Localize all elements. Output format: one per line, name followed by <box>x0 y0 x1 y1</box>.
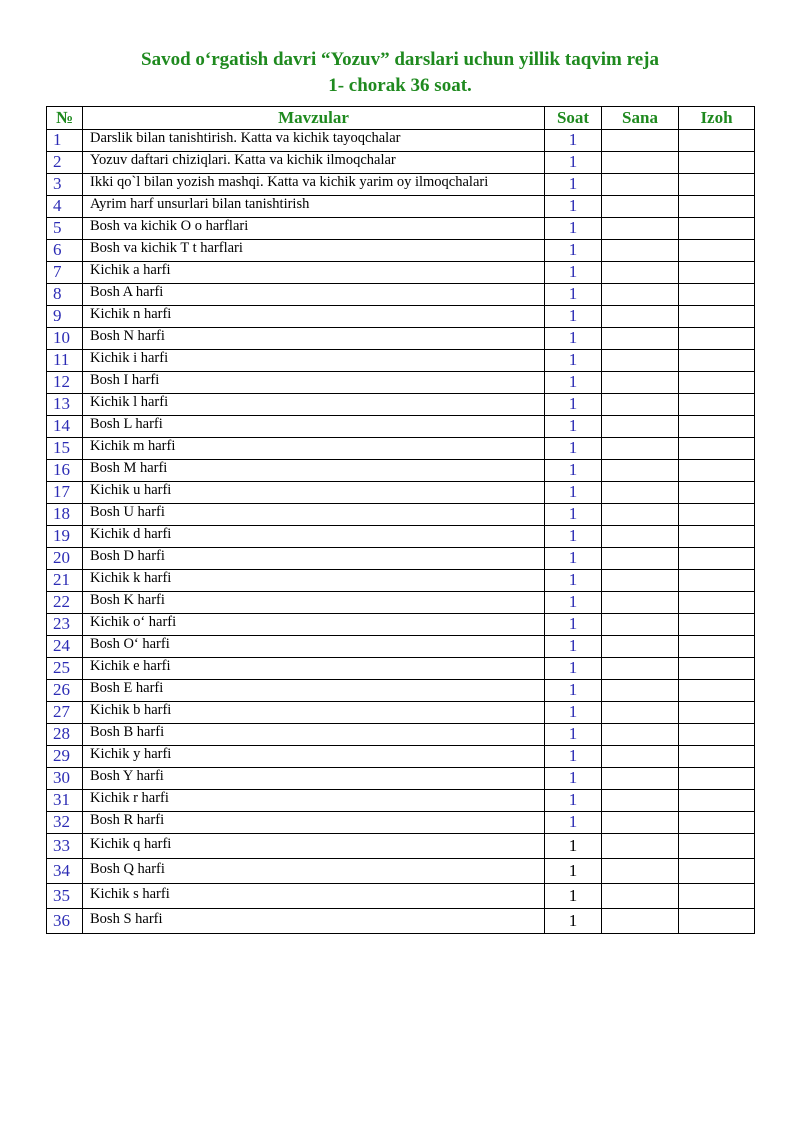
row-number: 14 <box>47 416 83 438</box>
row-topic: Ikki qo`l bilan yozish mashqi. Katta va kichik yarim oy ilmoqchalari <box>83 174 545 196</box>
row-date-cell <box>602 152 679 174</box>
row-topic: Bosh O‘ harfi <box>83 636 545 658</box>
table-row <box>47 526 755 548</box>
row-note-cell <box>679 909 755 934</box>
row-topic: Yozuv daftari chiziqlari. Katta va kichik ilmoqchalar <box>83 152 545 174</box>
row-note-cell <box>679 438 755 460</box>
row-number: 22 <box>47 592 83 614</box>
row-hours: 1 <box>545 196 602 218</box>
row-hours: 1 <box>545 416 602 438</box>
row-date-cell <box>602 790 679 812</box>
row-note-cell <box>679 240 755 262</box>
row-date-cell <box>602 504 679 526</box>
table-row <box>47 372 755 394</box>
row-note-cell <box>679 702 755 724</box>
row-number: 9 <box>47 306 83 328</box>
row-topic: Kichik b harfi <box>83 702 545 724</box>
row-number: 35 <box>47 884 83 909</box>
table-row <box>47 812 755 834</box>
table-row <box>47 460 755 482</box>
row-note-cell <box>679 328 755 350</box>
row-topic: Kichik a harfi <box>83 262 545 284</box>
row-topic: Kichik n harfi <box>83 306 545 328</box>
row-number: 24 <box>47 636 83 658</box>
row-topic: Kichik r harfi <box>83 790 545 812</box>
row-date-cell <box>602 372 679 394</box>
table-body <box>47 130 755 934</box>
row-note-cell <box>679 306 755 328</box>
row-date-cell <box>602 438 679 460</box>
row-number: 15 <box>47 438 83 460</box>
table-row <box>47 306 755 328</box>
row-number: 19 <box>47 526 83 548</box>
row-hours: 1 <box>545 504 602 526</box>
row-note-cell <box>679 526 755 548</box>
row-hours: 1 <box>545 394 602 416</box>
row-note-cell <box>679 262 755 284</box>
row-hours: 1 <box>545 884 602 909</box>
row-note-cell <box>679 746 755 768</box>
row-topic: Kichik l harfi <box>83 394 545 416</box>
row-date-cell <box>602 218 679 240</box>
row-date-cell <box>602 262 679 284</box>
row-hours: 1 <box>545 790 602 812</box>
row-hours: 1 <box>545 724 602 746</box>
table-row <box>47 592 755 614</box>
row-topic: Bosh I harfi <box>83 372 545 394</box>
table-row <box>47 834 755 859</box>
row-hours: 1 <box>545 328 602 350</box>
header-hours: Soat <box>545 107 602 130</box>
row-topic: Bosh va kichik O o harflari <box>83 218 545 240</box>
table-row <box>47 658 755 680</box>
row-hours: 1 <box>545 768 602 790</box>
row-number: 30 <box>47 768 83 790</box>
row-date-cell <box>602 834 679 859</box>
row-date-cell <box>602 284 679 306</box>
table-row <box>47 174 755 196</box>
table-row <box>47 262 755 284</box>
row-topic: Bosh D harfi <box>83 548 545 570</box>
row-number: 21 <box>47 570 83 592</box>
row-date-cell <box>602 482 679 504</box>
row-hours: 1 <box>545 680 602 702</box>
row-hours: 1 <box>545 658 602 680</box>
row-hours: 1 <box>545 746 602 768</box>
row-topic: Kichik m harfi <box>83 438 545 460</box>
row-date-cell <box>602 592 679 614</box>
row-date-cell <box>602 240 679 262</box>
row-hours: 1 <box>545 438 602 460</box>
row-date-cell <box>602 680 679 702</box>
row-topic: Kichik y harfi <box>83 746 545 768</box>
table-row <box>47 790 755 812</box>
table-row <box>47 394 755 416</box>
row-note-cell <box>679 768 755 790</box>
row-number: 20 <box>47 548 83 570</box>
row-number: 4 <box>47 196 83 218</box>
table-row <box>47 218 755 240</box>
row-topic: Kichik e harfi <box>83 658 545 680</box>
table-row <box>47 859 755 884</box>
table-header-row <box>47 107 755 130</box>
row-note-cell <box>679 416 755 438</box>
row-number: 10 <box>47 328 83 350</box>
table-row <box>47 284 755 306</box>
row-hours: 1 <box>545 812 602 834</box>
table-row <box>47 130 755 152</box>
row-number: 31 <box>47 790 83 812</box>
row-hours: 1 <box>545 460 602 482</box>
row-note-cell <box>679 614 755 636</box>
row-date-cell <box>602 306 679 328</box>
table-row <box>47 328 755 350</box>
row-note-cell <box>679 859 755 884</box>
row-hours: 1 <box>545 174 602 196</box>
row-hours: 1 <box>545 592 602 614</box>
row-note-cell <box>679 460 755 482</box>
row-note-cell <box>679 680 755 702</box>
row-number: 11 <box>47 350 83 372</box>
row-hours: 1 <box>545 284 602 306</box>
row-note-cell <box>679 130 755 152</box>
row-note-cell <box>679 636 755 658</box>
row-note-cell <box>679 884 755 909</box>
row-hours: 1 <box>545 350 602 372</box>
row-date-cell <box>602 909 679 934</box>
row-number: 32 <box>47 812 83 834</box>
row-number: 17 <box>47 482 83 504</box>
row-topic: Darslik bilan tanishtirish. Katta va kichik tayoqchalar <box>83 130 545 152</box>
row-topic: Bosh Y harfi <box>83 768 545 790</box>
row-number: 12 <box>47 372 83 394</box>
row-number: 25 <box>47 658 83 680</box>
row-hours: 1 <box>545 859 602 884</box>
row-number: 29 <box>47 746 83 768</box>
row-hours: 1 <box>545 218 602 240</box>
row-date-cell <box>602 196 679 218</box>
row-topic: Bosh S harfi <box>83 909 545 934</box>
row-note-cell <box>679 174 755 196</box>
row-note-cell <box>679 218 755 240</box>
row-number: 5 <box>47 218 83 240</box>
row-date-cell <box>602 526 679 548</box>
row-note-cell <box>679 394 755 416</box>
row-date-cell <box>602 724 679 746</box>
row-note-cell <box>679 592 755 614</box>
header-topics: Mavzular <box>83 107 545 130</box>
table-row <box>47 504 755 526</box>
table-row <box>47 768 755 790</box>
row-date-cell <box>602 394 679 416</box>
row-note-cell <box>679 570 755 592</box>
row-topic: Kichik q harfi <box>83 834 545 859</box>
row-number: 27 <box>47 702 83 724</box>
row-hours: 1 <box>545 306 602 328</box>
row-topic: Ayrim harf unsurlari bilan tanishtirish <box>83 196 545 218</box>
row-number: 34 <box>47 859 83 884</box>
row-number: 13 <box>47 394 83 416</box>
row-topic: Bosh A harfi <box>83 284 545 306</box>
document-title: Savod o‘rgatish davri “Yozuv” darslari uchun yillik taqvim reja <box>141 49 659 70</box>
row-hours: 1 <box>545 372 602 394</box>
table-row <box>47 548 755 570</box>
row-hours: 1 <box>545 548 602 570</box>
row-date-cell <box>602 636 679 658</box>
row-note-cell <box>679 350 755 372</box>
table-row <box>47 614 755 636</box>
table-row <box>47 570 755 592</box>
row-hours: 1 <box>545 482 602 504</box>
row-date-cell <box>602 350 679 372</box>
row-topic: Kichik k harfi <box>83 570 545 592</box>
table-row <box>47 152 755 174</box>
row-note-cell <box>679 482 755 504</box>
document-subtitle: 1- chorak 36 soat. <box>328 75 472 96</box>
header-date: Sana <box>602 107 679 130</box>
row-topic: Kichik o‘ harfi <box>83 614 545 636</box>
row-note-cell <box>679 834 755 859</box>
table-row <box>47 884 755 909</box>
row-topic: Kichik d harfi <box>83 526 545 548</box>
table-row <box>47 196 755 218</box>
row-date-cell <box>602 328 679 350</box>
row-number: 8 <box>47 284 83 306</box>
row-note-cell <box>679 724 755 746</box>
row-note-cell <box>679 790 755 812</box>
row-hours: 1 <box>545 834 602 859</box>
row-hours: 1 <box>545 240 602 262</box>
row-topic: Bosh U harfi <box>83 504 545 526</box>
table-row <box>47 746 755 768</box>
table-row <box>47 416 755 438</box>
row-number: 36 <box>47 909 83 934</box>
row-hours: 1 <box>545 262 602 284</box>
row-date-cell <box>602 460 679 482</box>
row-number: 2 <box>47 152 83 174</box>
row-number: 6 <box>47 240 83 262</box>
row-hours: 1 <box>545 909 602 934</box>
row-date-cell <box>602 859 679 884</box>
row-note-cell <box>679 196 755 218</box>
table-row <box>47 680 755 702</box>
row-number: 16 <box>47 460 83 482</box>
table-row <box>47 438 755 460</box>
row-topic: Bosh Q harfi <box>83 859 545 884</box>
header-note: Izoh <box>679 107 755 130</box>
row-note-cell <box>679 372 755 394</box>
row-date-cell <box>602 548 679 570</box>
row-topic: Bosh K harfi <box>83 592 545 614</box>
row-date-cell <box>602 416 679 438</box>
row-topic: Bosh va kichik T t harflari <box>83 240 545 262</box>
row-date-cell <box>602 768 679 790</box>
table-row <box>47 350 755 372</box>
row-hours: 1 <box>545 152 602 174</box>
row-topic: Bosh B harfi <box>83 724 545 746</box>
row-date-cell <box>602 884 679 909</box>
row-note-cell <box>679 284 755 306</box>
row-topic: Bosh M harfi <box>83 460 545 482</box>
row-topic: Kichik i harfi <box>83 350 545 372</box>
row-number: 7 <box>47 262 83 284</box>
row-note-cell <box>679 152 755 174</box>
row-date-cell <box>602 702 679 724</box>
table-row <box>47 724 755 746</box>
table-row <box>47 636 755 658</box>
row-hours: 1 <box>545 614 602 636</box>
row-topic: Bosh R harfi <box>83 812 545 834</box>
row-note-cell <box>679 504 755 526</box>
row-number: 1 <box>47 130 83 152</box>
row-note-cell <box>679 812 755 834</box>
lesson-plan-table <box>46 106 755 934</box>
row-topic: Kichik u harfi <box>83 482 545 504</box>
row-date-cell <box>602 614 679 636</box>
row-note-cell <box>679 658 755 680</box>
table-row <box>47 482 755 504</box>
row-date-cell <box>602 812 679 834</box>
row-date-cell <box>602 570 679 592</box>
row-hours: 1 <box>545 702 602 724</box>
row-number: 33 <box>47 834 83 859</box>
table-row <box>47 240 755 262</box>
row-topic: Bosh N harfi <box>83 328 545 350</box>
row-topic: Kichik s harfi <box>83 884 545 909</box>
row-date-cell <box>602 658 679 680</box>
table-row <box>47 702 755 724</box>
row-note-cell <box>679 548 755 570</box>
row-date-cell <box>602 174 679 196</box>
row-hours: 1 <box>545 636 602 658</box>
table-row <box>47 909 755 934</box>
row-date-cell <box>602 130 679 152</box>
row-number: 3 <box>47 174 83 196</box>
row-number: 23 <box>47 614 83 636</box>
row-hours: 1 <box>545 570 602 592</box>
row-topic: Bosh E harfi <box>83 680 545 702</box>
row-number: 18 <box>47 504 83 526</box>
row-number: 28 <box>47 724 83 746</box>
row-date-cell <box>602 746 679 768</box>
header-number: № <box>47 107 83 130</box>
row-topic: Bosh L harfi <box>83 416 545 438</box>
row-hours: 1 <box>545 130 602 152</box>
row-hours: 1 <box>545 526 602 548</box>
row-number: 26 <box>47 680 83 702</box>
